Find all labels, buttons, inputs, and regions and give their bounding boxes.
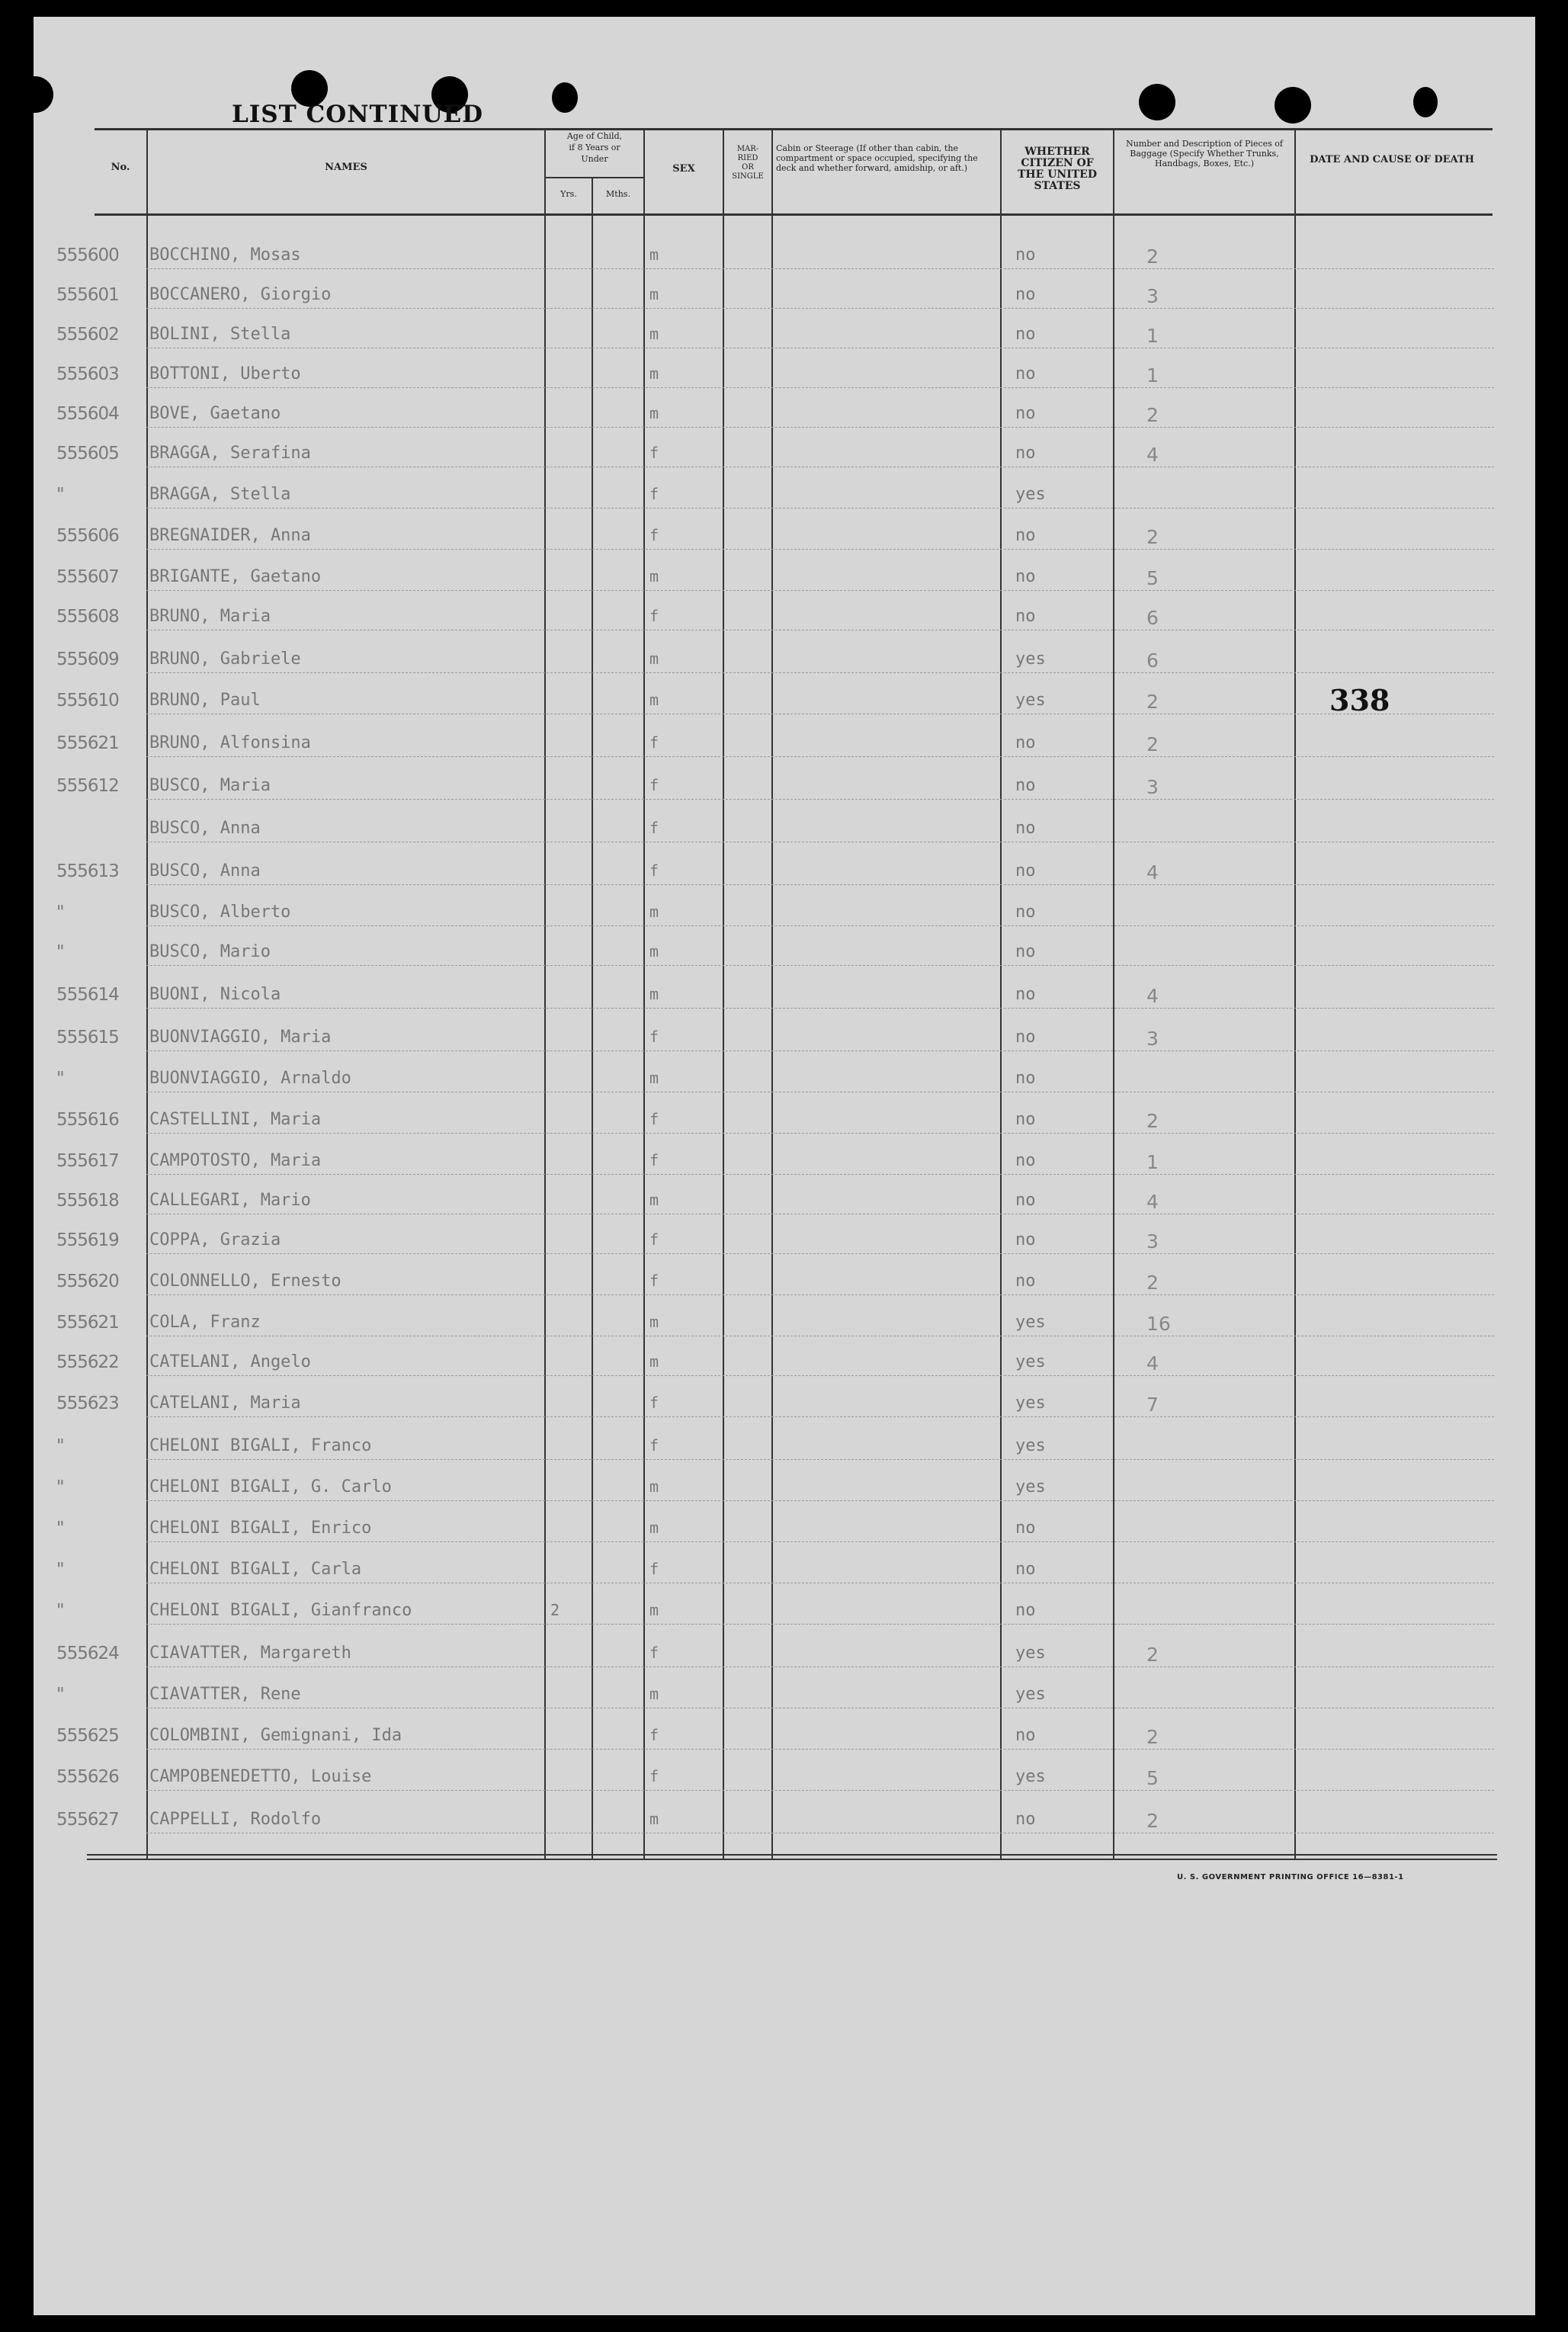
row-number: " xyxy=(56,1436,64,1456)
row-line xyxy=(146,1790,1494,1791)
citizen-value: no xyxy=(1015,1191,1036,1210)
table-row xyxy=(34,364,1535,386)
row-number: 555627 xyxy=(56,1810,119,1830)
sex-value: m xyxy=(649,1477,659,1496)
row-number: 555625 xyxy=(56,1726,119,1746)
passenger-name: BOLINI, Stella xyxy=(149,325,291,344)
sex-value: f xyxy=(649,1394,659,1412)
table-row xyxy=(34,444,1535,465)
table-row xyxy=(34,1436,1535,1458)
header-no: No. xyxy=(111,162,130,173)
sex-value: f xyxy=(649,1110,659,1128)
baggage-count: 2 xyxy=(1146,245,1159,268)
baggage-count: 2 xyxy=(1146,691,1159,713)
row-number: " xyxy=(56,903,64,922)
baggage-count: 2 xyxy=(1146,1110,1159,1132)
sex-value: f xyxy=(649,1230,659,1249)
baggage-count: 4 xyxy=(1146,985,1159,1007)
row-number: 555614 xyxy=(56,985,119,1005)
passenger-name: BUONI, Nicola xyxy=(149,985,281,1004)
row-number: 555624 xyxy=(56,1644,119,1663)
row-number: 555604 xyxy=(56,404,119,424)
table-row xyxy=(34,903,1535,924)
baggage-count: 2 xyxy=(1146,733,1159,755)
citizen-value: no xyxy=(1015,942,1036,961)
row-number: 555605 xyxy=(56,444,119,464)
citizen-value: no xyxy=(1015,285,1036,304)
passenger-name: BOCCHINO, Mosas xyxy=(149,245,301,265)
citizen-value: no xyxy=(1015,1560,1036,1579)
sex-value: m xyxy=(649,325,659,343)
baggage-count: 2 xyxy=(1146,526,1159,548)
row-line xyxy=(146,1133,1494,1134)
baggage-count: 3 xyxy=(1146,285,1159,307)
citizen-value: yes xyxy=(1015,650,1046,669)
baggage-count: 1 xyxy=(1146,325,1159,347)
citizen-value: no xyxy=(1015,1272,1036,1291)
passenger-name: BRUNO, Alfonsina xyxy=(149,733,311,752)
citizen-value: yes xyxy=(1015,691,1046,710)
passenger-name: BRAGGA, Serafina xyxy=(149,444,311,463)
sex-value: m xyxy=(649,1810,659,1828)
citizen-value: no xyxy=(1015,1028,1036,1047)
row-number: 555619 xyxy=(56,1230,119,1250)
row-number: 555617 xyxy=(56,1151,119,1171)
passenger-name: BUONVIAGGIO, Maria xyxy=(149,1028,332,1047)
sex-value: f xyxy=(649,1436,659,1455)
citizen-value: yes xyxy=(1015,1685,1046,1704)
row-line xyxy=(146,1500,1494,1501)
row-number: 555622 xyxy=(56,1352,119,1372)
row-line xyxy=(146,590,1494,591)
row-number: " xyxy=(56,1685,64,1705)
punch-hole xyxy=(17,76,53,113)
punch-hole xyxy=(1275,87,1311,123)
passenger-name: BRUNO, Maria xyxy=(149,607,271,626)
sex-value: m xyxy=(649,1191,659,1209)
row-line xyxy=(146,799,1494,800)
passenger-name: BOTTONI, Uberto xyxy=(149,364,301,383)
passenger-name: BOCCANERO, Giorgio xyxy=(149,285,332,304)
citizen-value: no xyxy=(1015,245,1036,265)
table-row xyxy=(34,1644,1535,1665)
row-number: " xyxy=(56,1601,64,1621)
header-citizen: WHETHER CITIZEN OF THE UNITED STATES xyxy=(1018,146,1097,192)
header-married: MAR- RIED OR SINGLE xyxy=(732,145,764,181)
table-row xyxy=(34,567,1535,589)
sex-value: f xyxy=(649,1151,659,1169)
citizen-value: no xyxy=(1015,1726,1036,1745)
row-line xyxy=(146,1008,1494,1009)
punch-hole xyxy=(1139,84,1175,120)
death-note: 338 xyxy=(1329,683,1390,717)
baggage-count: 5 xyxy=(1146,567,1159,589)
passenger-name: BRUNO, Paul xyxy=(149,691,261,710)
passenger-name: BUSCO, Anna xyxy=(149,861,261,881)
sex-value: f xyxy=(649,1644,659,1662)
table-row xyxy=(34,683,1535,717)
baggage-count: 2 xyxy=(1146,1644,1159,1666)
table-row xyxy=(34,861,1535,883)
citizen-value: no xyxy=(1015,903,1036,922)
table-row xyxy=(34,1028,1535,1049)
row-line xyxy=(146,387,1494,388)
manifest-sheet xyxy=(34,17,1535,2315)
row-line xyxy=(146,965,1494,966)
row-number: 555621 xyxy=(56,1313,119,1333)
citizen-value: no xyxy=(1015,1151,1036,1170)
header-age-line2: if 8 Years or xyxy=(569,143,620,152)
baggage-count: 2 xyxy=(1146,404,1159,426)
baggage-count: 2 xyxy=(1146,1272,1159,1294)
punch-hole xyxy=(1413,87,1438,117)
sex-value: f xyxy=(649,526,659,544)
table-row xyxy=(34,1767,1535,1788)
table-row xyxy=(34,819,1535,840)
passenger-name: CHELONI BIGALI, Franco xyxy=(149,1436,372,1455)
row-number: 555626 xyxy=(56,1767,119,1787)
passenger-name: BOVE, Gaetano xyxy=(149,404,281,423)
sex-value: m xyxy=(649,1069,659,1087)
sex-value: f xyxy=(649,861,659,880)
row-line xyxy=(146,1624,1494,1625)
row-number: 555610 xyxy=(56,691,119,711)
sex-value: f xyxy=(649,733,659,752)
passenger-name: CIAVATTER, Rene xyxy=(149,1685,301,1704)
table-row xyxy=(34,1519,1535,1540)
row-number: 555612 xyxy=(56,776,119,796)
table-row xyxy=(34,526,1535,547)
citizen-value: no xyxy=(1015,819,1036,838)
row-line xyxy=(146,1375,1494,1376)
baggage-count: 6 xyxy=(1146,607,1159,629)
row-number: 555600 xyxy=(56,245,119,265)
header-death: DATE AND CAUSE OF DEATH xyxy=(1310,154,1474,165)
header-mths: Mths. xyxy=(606,189,630,199)
table-row xyxy=(34,1230,1535,1252)
passenger-name: BUSCO, Mario xyxy=(149,942,271,961)
row-number: 555618 xyxy=(56,1191,119,1211)
row-line xyxy=(146,1416,1494,1417)
row-number: 555621 xyxy=(56,733,119,753)
citizen-value: no xyxy=(1015,1810,1036,1829)
row-number: 555607 xyxy=(56,567,119,587)
row-line xyxy=(146,427,1494,428)
sex-value: m xyxy=(649,567,659,585)
table-row xyxy=(34,942,1535,964)
table-row xyxy=(34,1601,1535,1622)
passenger-name: CATELANI, Maria xyxy=(149,1394,301,1413)
passenger-name: CATELANI, Angelo xyxy=(149,1352,311,1371)
baggage-count: 6 xyxy=(1146,650,1159,672)
baggage-count: 5 xyxy=(1146,1767,1159,1789)
header-age-line3: Under xyxy=(581,154,608,164)
age-years: 2 xyxy=(550,1601,560,1619)
row-line xyxy=(146,1749,1494,1750)
row-line xyxy=(146,672,1494,673)
passenger-name: COPPA, Grazia xyxy=(149,1230,281,1249)
passenger-name: CHELONI BIGALI, G. Carlo xyxy=(149,1477,392,1496)
table-row xyxy=(34,1560,1535,1581)
header-names: NAMES xyxy=(325,162,367,173)
header-top-rule xyxy=(95,128,1493,130)
page-title: LIST CONTINUED xyxy=(232,101,484,128)
sex-value: f xyxy=(649,444,659,462)
row-number: 555616 xyxy=(56,1110,119,1130)
table-row xyxy=(34,1272,1535,1293)
baggage-count: 4 xyxy=(1146,1191,1159,1213)
passenger-name: CHELONI BIGALI, Gianfranco xyxy=(149,1601,412,1620)
citizen-value: yes xyxy=(1015,1436,1046,1455)
sex-value: f xyxy=(649,607,659,625)
sex-value: f xyxy=(649,1767,659,1785)
baggage-count: 3 xyxy=(1146,776,1159,798)
row-number: " xyxy=(56,1519,64,1538)
passenger-name: CAMPOBENEDETTO, Louise xyxy=(149,1767,372,1786)
table-bottom-rule xyxy=(87,1854,1497,1856)
passenger-name: BREGNAIDER, Anna xyxy=(149,526,311,545)
baggage-count: 3 xyxy=(1146,1230,1159,1253)
table-row xyxy=(34,1394,1535,1415)
citizen-value: no xyxy=(1015,1519,1036,1538)
sex-value: f xyxy=(649,485,659,503)
baggage-count: 1 xyxy=(1146,364,1159,387)
sex-value: m xyxy=(649,903,659,921)
row-line xyxy=(146,1253,1494,1254)
citizen-value: no xyxy=(1015,733,1036,752)
table-row xyxy=(34,1191,1535,1212)
citizen-value: no xyxy=(1015,1601,1036,1620)
passenger-name: BRIGANTE, Gaetano xyxy=(149,567,322,586)
citizen-value: yes xyxy=(1015,1477,1046,1496)
table-row xyxy=(34,485,1535,506)
table-row xyxy=(34,404,1535,425)
table-row xyxy=(34,1313,1535,1334)
row-line xyxy=(146,1174,1494,1175)
row-number: 555608 xyxy=(56,607,119,627)
sex-value: m xyxy=(649,404,659,422)
table-row xyxy=(34,1810,1535,1831)
table-bottom-rule xyxy=(87,1859,1497,1860)
row-line xyxy=(146,884,1494,885)
sex-value: f xyxy=(649,776,659,794)
passenger-name: CALLEGARI, Mario xyxy=(149,1191,311,1210)
sex-value: m xyxy=(649,942,659,961)
baggage-count: 3 xyxy=(1146,1028,1159,1050)
sex-value: f xyxy=(649,1028,659,1046)
baggage-count: 7 xyxy=(1146,1394,1159,1416)
sex-value: m xyxy=(649,650,659,668)
row-number: " xyxy=(56,1069,64,1089)
header-baggage: Number and Description of Pieces of Baggage (Specify Whether Trunks, Handbags, Boxes, Etc.) xyxy=(1126,139,1283,168)
row-line xyxy=(146,1666,1494,1667)
table-row xyxy=(34,985,1535,1006)
printing-office-footer: U. S. GOVERNMENT PRINTING OFFICE 16—8381-1 xyxy=(1177,1873,1404,1881)
passenger-name: COLONNELLO, Ernesto xyxy=(149,1272,341,1291)
table-row xyxy=(34,1352,1535,1374)
passenger-name: CASTELLINI, Maria xyxy=(149,1110,322,1129)
row-number: " xyxy=(56,1477,64,1497)
row-line xyxy=(146,1541,1494,1542)
passenger-name: COLOMBINI, Gemignani, Ida xyxy=(149,1726,402,1745)
citizen-value: no xyxy=(1015,776,1036,795)
citizen-value: no xyxy=(1015,1230,1036,1249)
citizen-value: no xyxy=(1015,325,1036,344)
citizen-value: no xyxy=(1015,861,1036,881)
table-row xyxy=(34,1069,1535,1090)
citizen-value: no xyxy=(1015,444,1036,463)
baggage-count: 4 xyxy=(1146,1352,1159,1375)
baggage-count: 1 xyxy=(1146,1151,1159,1173)
row-number: 555620 xyxy=(56,1272,119,1291)
table-row xyxy=(34,733,1535,755)
header-age-line1: Age of Child, xyxy=(566,131,623,141)
sex-value: m xyxy=(649,1601,659,1619)
sex-value: m xyxy=(649,1352,659,1371)
citizen-value: yes xyxy=(1015,1767,1046,1786)
passenger-name: BUSCO, Maria xyxy=(149,776,271,795)
punch-hole xyxy=(552,82,578,113)
age-subheader-rule xyxy=(546,177,643,178)
sex-value: m xyxy=(649,245,659,264)
row-number: 555603 xyxy=(56,364,119,384)
passenger-name: COLA, Franz xyxy=(149,1313,261,1332)
table-row xyxy=(34,776,1535,797)
passenger-name: BUONVIAGGIO, Arnaldo xyxy=(149,1069,351,1088)
citizen-value: yes xyxy=(1015,1644,1046,1663)
citizen-value: no xyxy=(1015,526,1036,545)
passenger-name: BUSCO, Alberto xyxy=(149,903,291,922)
row-line xyxy=(146,925,1494,926)
row-line xyxy=(146,1294,1494,1295)
passenger-name: CHELONI BIGALI, Carla xyxy=(149,1560,362,1579)
row-number: 555615 xyxy=(56,1028,119,1047)
row-number: 555623 xyxy=(56,1394,119,1413)
header-sex: SEX xyxy=(672,163,695,175)
table-row xyxy=(34,1726,1535,1747)
row-number: 555613 xyxy=(56,861,119,881)
table-row xyxy=(34,607,1535,628)
sex-value: m xyxy=(649,985,659,1003)
baggage-count: 2 xyxy=(1146,1726,1159,1748)
row-number: " xyxy=(56,485,64,505)
citizen-value: yes xyxy=(1015,485,1046,504)
row-number: 555606 xyxy=(56,526,119,546)
row-number: 555601 xyxy=(56,285,119,305)
row-number: " xyxy=(56,942,64,962)
table-row xyxy=(34,1110,1535,1131)
sex-value: f xyxy=(649,1726,659,1744)
passenger-name: CAMPOTOSTO, Maria xyxy=(149,1151,322,1170)
row-line xyxy=(146,756,1494,757)
citizen-value: yes xyxy=(1015,1352,1046,1371)
citizen-value: no xyxy=(1015,364,1036,383)
header-bottom-rule xyxy=(95,213,1493,216)
table-row xyxy=(34,245,1535,267)
header-yrs: Yrs. xyxy=(560,189,577,199)
table-row xyxy=(34,325,1535,346)
row-line xyxy=(146,308,1494,309)
passenger-name: BRUNO, Gabriele xyxy=(149,650,301,669)
table-row xyxy=(34,285,1535,306)
baggage-count: 2 xyxy=(1146,1810,1159,1832)
sex-value: m xyxy=(649,1685,659,1703)
row-line xyxy=(146,1459,1494,1460)
baggage-count: 16 xyxy=(1146,1313,1171,1335)
table-row xyxy=(34,650,1535,671)
sex-value: m xyxy=(649,691,659,709)
row-number: " xyxy=(56,1560,64,1580)
table-row xyxy=(34,1685,1535,1706)
sex-value: m xyxy=(649,1313,659,1331)
citizen-value: no xyxy=(1015,404,1036,423)
sex-value: m xyxy=(649,285,659,303)
sex-value: f xyxy=(649,1272,659,1290)
row-line xyxy=(146,549,1494,550)
table-row xyxy=(34,1477,1535,1499)
passenger-name: BUSCO, Anna xyxy=(149,819,261,838)
row-line xyxy=(146,268,1494,269)
passenger-name: CHELONI BIGALI, Enrico xyxy=(149,1519,372,1538)
passenger-name: CAPPELLI, Rodolfo xyxy=(149,1810,322,1829)
baggage-count: 4 xyxy=(1146,861,1159,884)
sex-value: m xyxy=(649,364,659,383)
passenger-name: CIAVATTER, Margareth xyxy=(149,1644,351,1663)
sex-value: f xyxy=(649,1560,659,1578)
baggage-count: 4 xyxy=(1146,444,1159,466)
citizen-value: no xyxy=(1015,1069,1036,1088)
sex-value: m xyxy=(649,1519,659,1537)
row-number: 555609 xyxy=(56,650,119,669)
citizen-value: no xyxy=(1015,1110,1036,1129)
header-cabin: Cabin or Steerage (If other than cabin, the compartment or space occupied, specifying the deck and whether forward, amidship, or aft.) xyxy=(776,143,978,173)
citizen-value: no xyxy=(1015,985,1036,1004)
citizen-value: yes xyxy=(1015,1394,1046,1413)
citizen-value: no xyxy=(1015,607,1036,626)
citizen-value: yes xyxy=(1015,1313,1046,1332)
citizen-value: no xyxy=(1015,567,1036,586)
row-number: 555602 xyxy=(56,325,119,345)
sex-value: f xyxy=(649,819,659,837)
table-row xyxy=(34,1151,1535,1172)
passenger-name: BRAGGA, Stella xyxy=(149,485,291,504)
